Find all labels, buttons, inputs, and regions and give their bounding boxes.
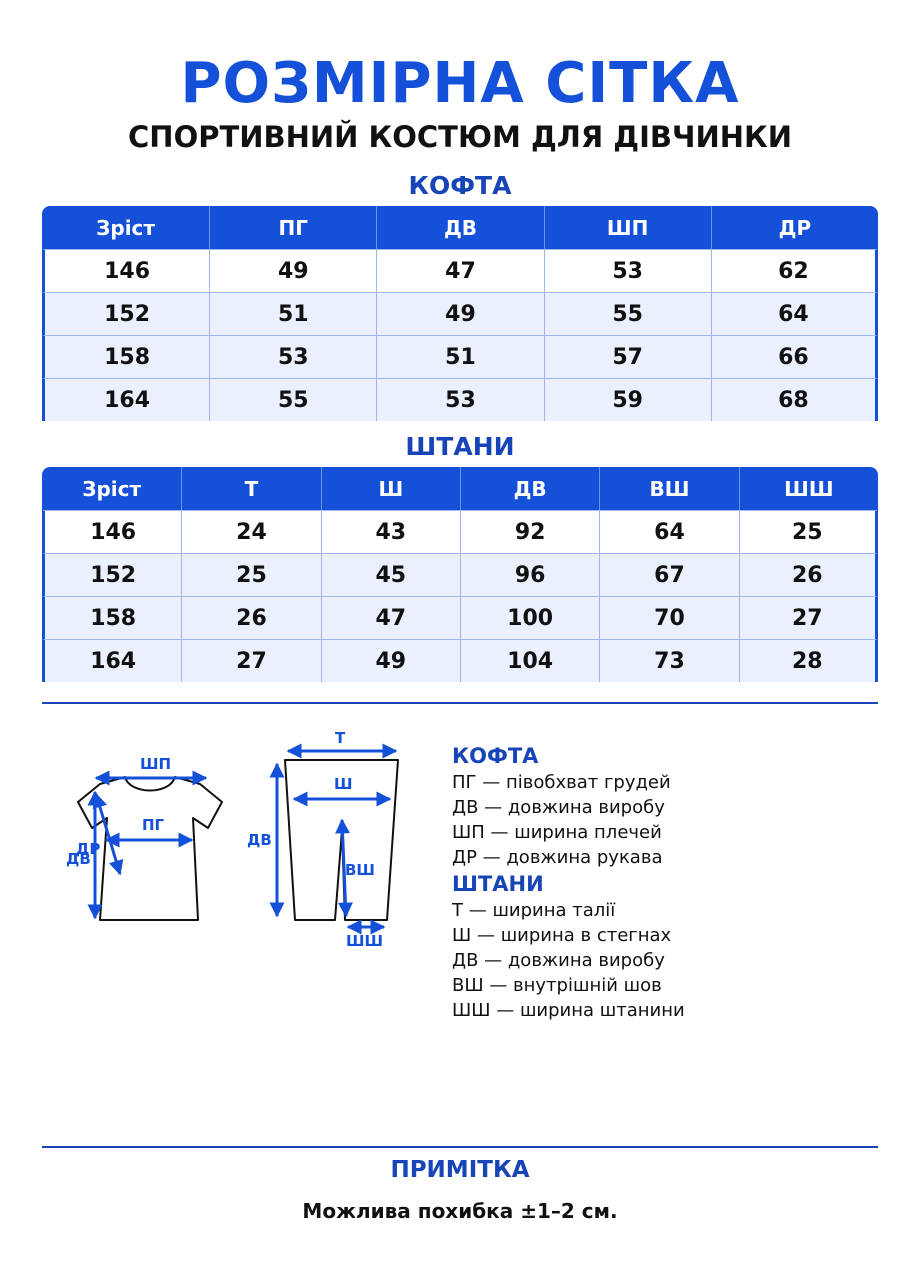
table-cell: 27: [181, 639, 320, 682]
legend: [452, 742, 872, 1023]
table-header-row: [42, 467, 878, 510]
table-cell: 55: [544, 292, 711, 335]
legend-pants-title: ШТАНИ: [452, 872, 544, 896]
pants-table-title: ШТАНИ: [405, 432, 515, 461]
table-cell: 96: [460, 553, 599, 596]
table-row: [42, 596, 878, 639]
column-header: ДР: [711, 206, 878, 249]
legend-item: ДВ — довжина виробу: [452, 797, 665, 818]
table-cell: 49: [321, 639, 460, 682]
table-row: [42, 378, 878, 421]
leg-width-label: ШШ: [346, 932, 384, 950]
column-header: ШП: [544, 206, 711, 249]
table-row: [42, 639, 878, 682]
column-header: Т: [181, 467, 320, 510]
table-cell: 57: [544, 335, 711, 378]
table-cell: 24: [181, 510, 320, 553]
legend-item: ДР — довжина рукава: [452, 847, 663, 868]
table-cell: 47: [376, 249, 543, 292]
page-subtitle: СПОРТИВНИЙ КОСТЮМ ДЛЯ ДІВЧИНКИ: [128, 120, 792, 154]
table-cell: 164: [42, 639, 181, 682]
table-row: [42, 249, 878, 292]
section-divider: [42, 702, 878, 704]
table-cell: 51: [376, 335, 543, 378]
column-header: Зріст: [42, 206, 209, 249]
pants-size-table: [42, 467, 878, 682]
table-cell: 53: [376, 378, 543, 421]
measurement-diagram: [40, 720, 410, 960]
table-cell: 64: [711, 292, 878, 335]
table-cell: 55: [209, 378, 376, 421]
table-cell: 26: [739, 553, 878, 596]
table-cell: 49: [376, 292, 543, 335]
table-cell: 49: [209, 249, 376, 292]
column-header: ПГ: [209, 206, 376, 249]
table-cell: 28: [739, 639, 878, 682]
table-cell: 104: [460, 639, 599, 682]
table-cell: 67: [599, 553, 738, 596]
table-cell: 26: [181, 596, 320, 639]
table-cell: 25: [739, 510, 878, 553]
legend-item: ВШ — внутрішній шов: [452, 975, 662, 996]
hip-label: Ш: [334, 775, 353, 793]
column-header: ДВ: [460, 467, 599, 510]
table-cell: 43: [321, 510, 460, 553]
table-cell: 158: [42, 596, 181, 639]
legend-item: ШП — ширина плечей: [452, 822, 662, 843]
page-title: РОЗМІРНА СІТКА: [180, 51, 740, 116]
table-cell: 152: [42, 553, 181, 596]
table-cell: 73: [599, 639, 738, 682]
table-row: [42, 553, 878, 596]
legend-item: Ш — ширина в стегнах: [452, 925, 672, 946]
inseam-label: ВШ: [345, 861, 375, 879]
note-title: ПРИМІТКА: [390, 1157, 530, 1183]
table-row: [42, 292, 878, 335]
table-cell: 158: [42, 335, 209, 378]
chest-label: ПГ: [142, 816, 165, 834]
column-header: ДВ: [376, 206, 543, 249]
table-cell: 100: [460, 596, 599, 639]
table-row: [42, 335, 878, 378]
table-cell: 146: [42, 510, 181, 553]
column-header: Ш: [321, 467, 460, 510]
legend-item: ШШ — ширина штанини: [452, 1000, 685, 1021]
table-cell: 62: [711, 249, 878, 292]
table-cell: 47: [321, 596, 460, 639]
legend-item: Т — ширина талії: [452, 900, 616, 921]
table-cell: 68: [711, 378, 878, 421]
table-cell: 92: [460, 510, 599, 553]
table-cell: 51: [209, 292, 376, 335]
table-cell: 25: [181, 553, 320, 596]
waist-label: Т: [335, 729, 346, 747]
table-header-row: [42, 206, 878, 249]
table-cell: 59: [544, 378, 711, 421]
pants-length-label: ДВ: [247, 831, 272, 849]
table-cell: 53: [544, 249, 711, 292]
table-cell: 27: [739, 596, 878, 639]
table-cell: 45: [321, 553, 460, 596]
table-cell: 64: [599, 510, 738, 553]
top-table-title: КОФТА: [408, 171, 512, 200]
shoulder-label: ШП: [140, 755, 172, 773]
table-cell: 146: [42, 249, 209, 292]
table-cell: 53: [209, 335, 376, 378]
column-header: Зріст: [42, 467, 181, 510]
table-cell: 66: [711, 335, 878, 378]
column-header: ВШ: [599, 467, 738, 510]
legend-top-title: КОФТА: [452, 744, 539, 768]
sleeve-label: ДР: [76, 840, 101, 858]
table-cell: 70: [599, 596, 738, 639]
table-cell: 164: [42, 378, 209, 421]
legend-item: ДВ — довжина виробу: [452, 950, 665, 971]
shirt-length-label: ДВ: [66, 850, 91, 868]
top-size-table: [42, 206, 878, 421]
table-cell: 152: [42, 292, 209, 335]
note-text: Можлива похибка ±1–2 см.: [302, 1199, 618, 1223]
table-row: [42, 510, 878, 553]
legend-item: ПГ — півобхват грудей: [452, 772, 671, 793]
note-divider: [42, 1146, 878, 1148]
column-header: ШШ: [739, 467, 878, 510]
